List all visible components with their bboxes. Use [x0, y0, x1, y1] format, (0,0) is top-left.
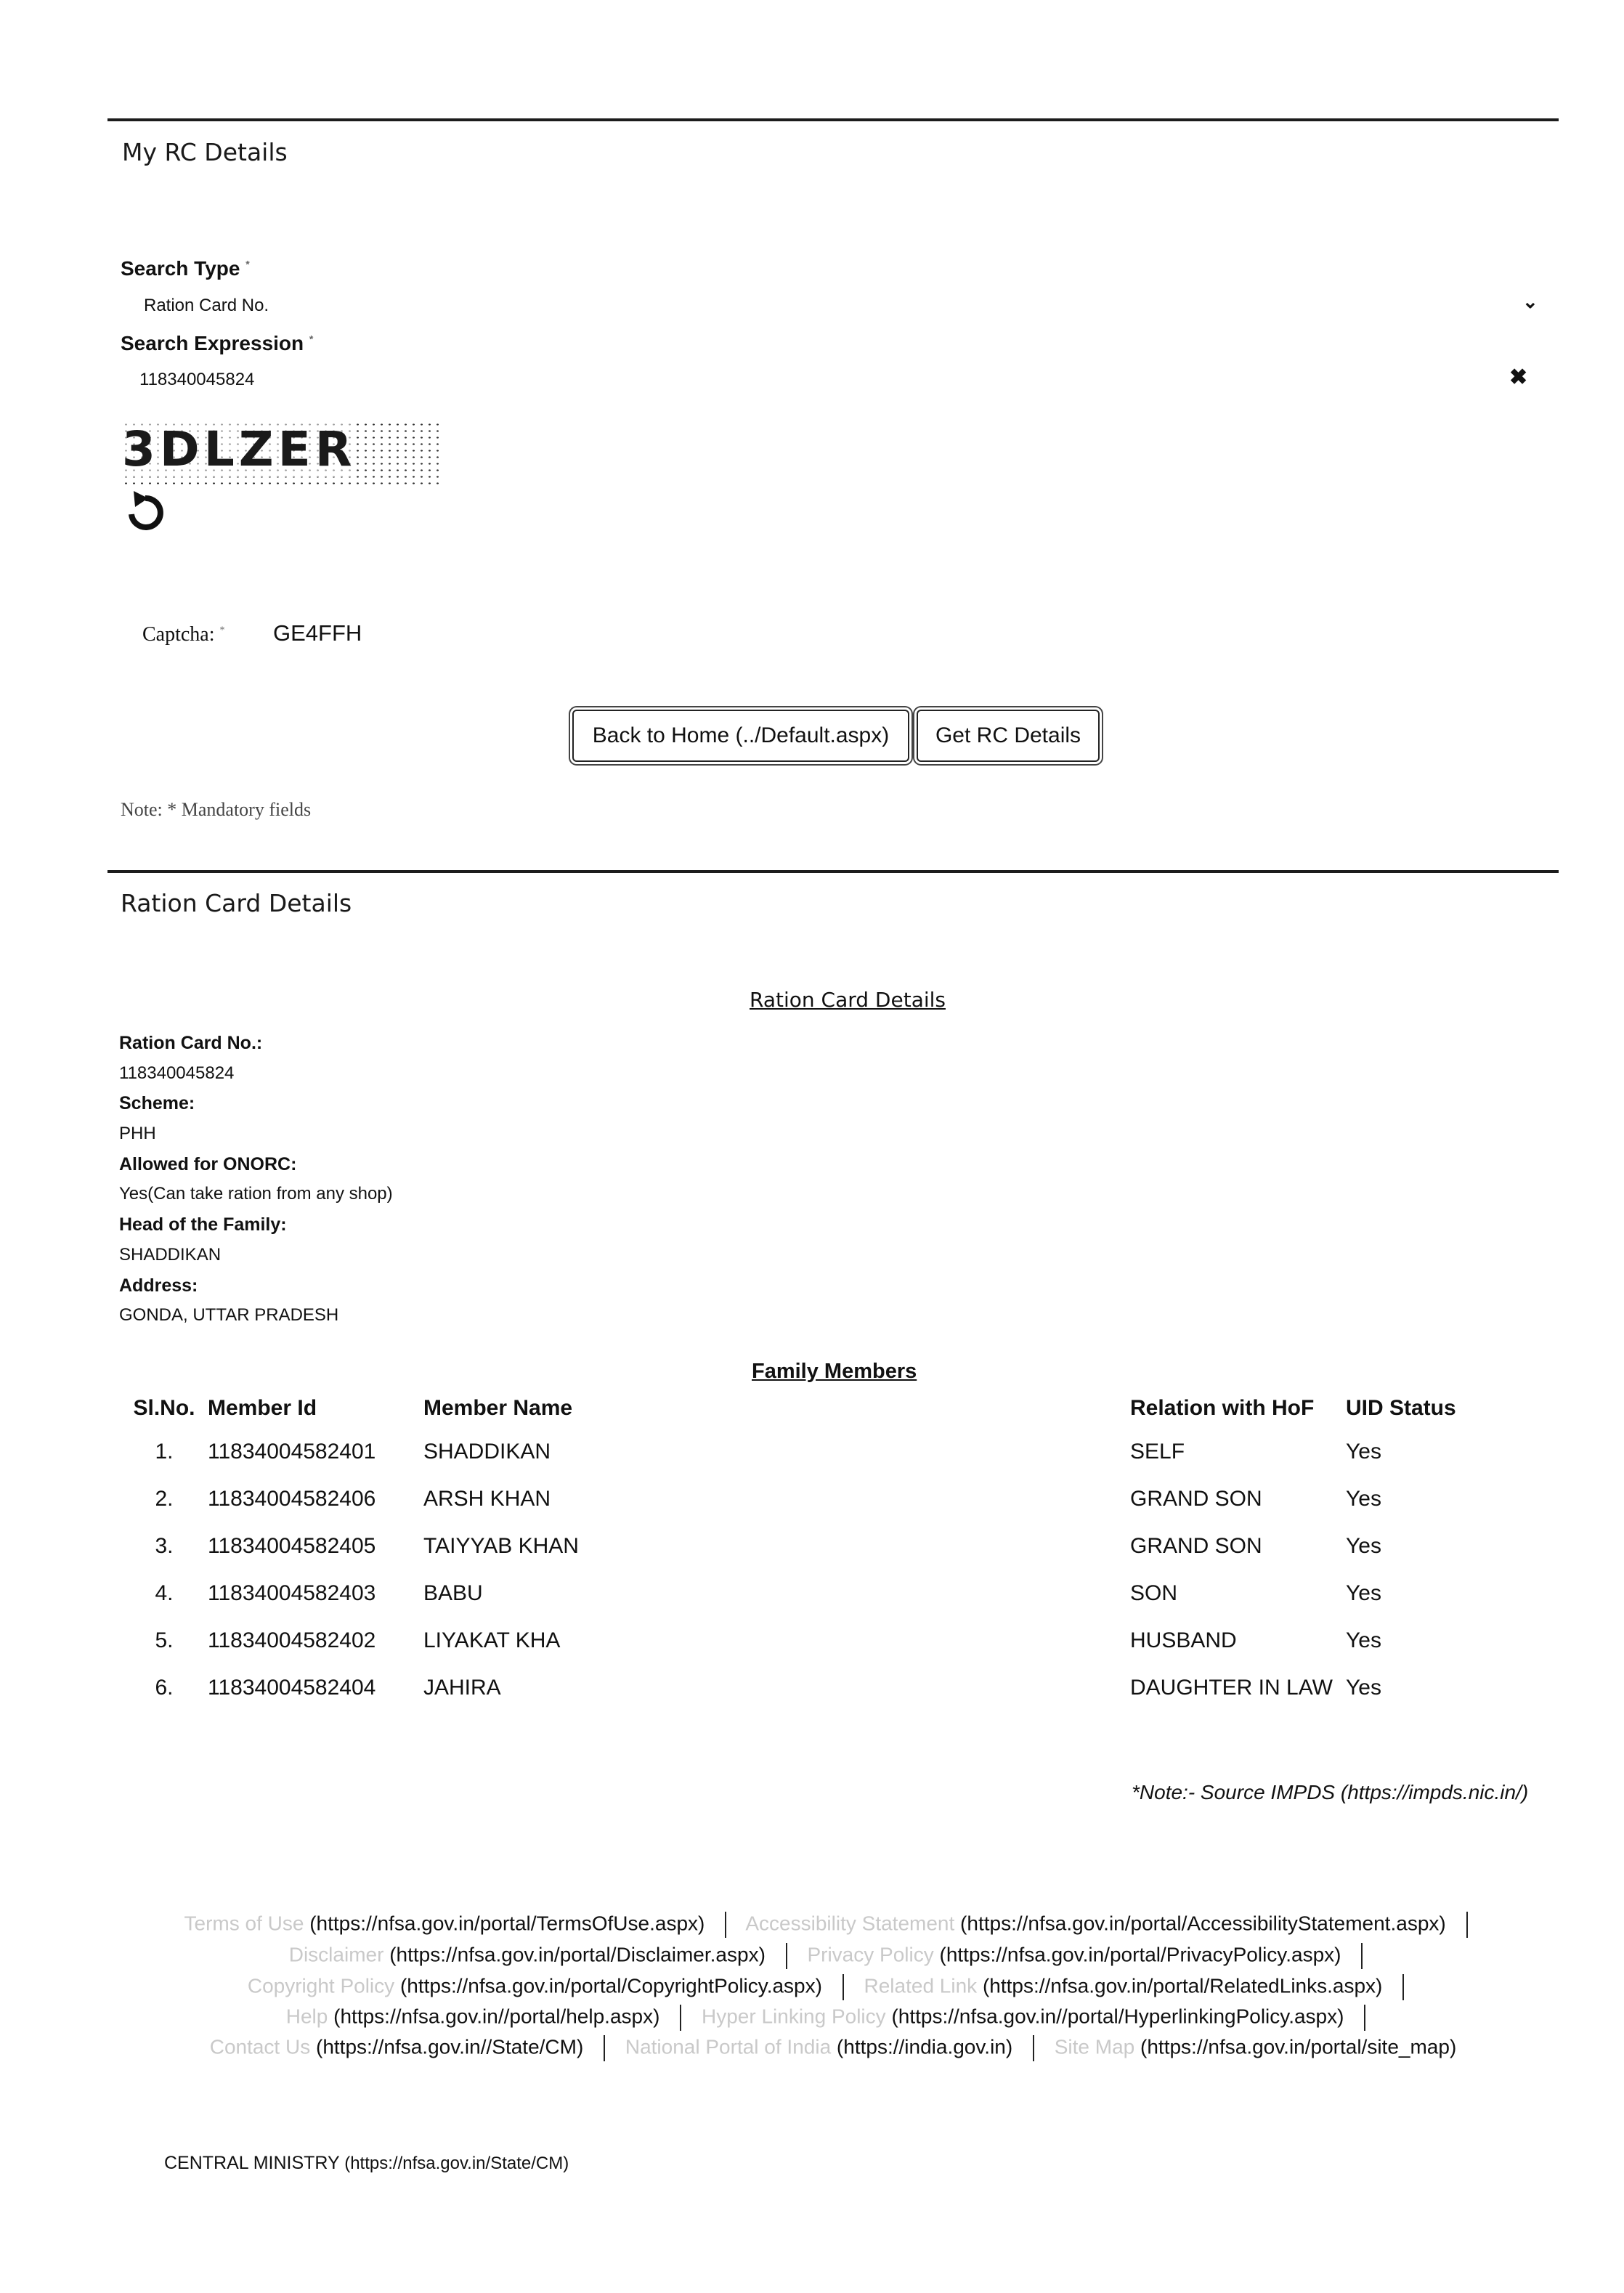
field-label: Ration Card No.:: [119, 1033, 263, 1053]
link-separator: [680, 2005, 681, 2031]
family-members-table: [121, 1386, 1491, 1714]
source-note: *Note:- Source IMPDS (https://impds.nic.in/): [1132, 1781, 1529, 1803]
rc-details-title: Ration Card Details: [121, 889, 352, 917]
footer-link-name[interactable]: National Portal of India: [625, 2035, 832, 2058]
link-separator: [1364, 2005, 1365, 2031]
column-header: Member Id: [208, 1396, 317, 1420]
cell-member-id: 11834004582406: [208, 1487, 376, 1511]
footer-link-url[interactable]: (https://nfsa.gov.in//State/CM): [316, 2035, 584, 2058]
cell-relation: GRAND SON: [1130, 1487, 1262, 1511]
cell-member-name: LIYAKAT KHA: [423, 1628, 561, 1652]
head-of-family-value: SHADDIKAN: [119, 1245, 222, 1265]
cell-sl-no: 2.: [155, 1487, 174, 1511]
back-to-home-button[interactable]: Back to Home (../Default.aspx): [572, 710, 909, 762]
footer-link-url[interactable]: (https://nfsa.gov.in/portal/CopyrightPolicy.aspx): [399, 1974, 822, 1997]
link-separator: [1466, 1912, 1468, 1938]
my-rc-title: My RC Details: [122, 138, 288, 166]
field-label: Address:: [119, 1275, 198, 1296]
footer-links-row-3: [107, 1974, 1559, 2000]
get-rc-details-button[interactable]: Get RC Details: [917, 710, 1100, 762]
cell-sl-no: 6.: [155, 1676, 174, 1700]
cell-member-name: BABU: [423, 1581, 483, 1605]
link-separator: [786, 1943, 787, 1969]
search-expression-label: Search Expression *: [121, 332, 314, 354]
family-members-title: Family Members: [752, 1360, 917, 1383]
captcha-input[interactable]: GE4FFH: [273, 620, 362, 646]
column-header: Member Name: [423, 1396, 573, 1420]
search-type-label: Search Type *: [121, 257, 250, 280]
footer-link-url[interactable]: (https://nfsa.gov.in//portal/HyperlinkingPolicy.aspx): [891, 2005, 1344, 2028]
address-value: GONDA, UTTAR PRADESH: [119, 1305, 339, 1325]
middle-divider: [107, 870, 1559, 873]
ration-card-no-value: 118340045824: [119, 1063, 235, 1083]
table-row: [121, 1431, 1491, 1478]
central-ministry-link[interactable]: [164, 2153, 569, 2174]
column-header: Sl.No.: [133, 1396, 195, 1420]
clear-icon[interactable]: ✖: [1509, 365, 1528, 389]
footer-link-url[interactable]: (https://nfsa.gov.in/portal/site_map): [1140, 2035, 1457, 2058]
footer-link-url[interactable]: (https://nfsa.gov.in/portal/Disclaimer.aspx): [389, 1943, 766, 1966]
footer-link-url[interactable]: (https://nfsa.gov.in/portal/PrivacyPolicy.aspx): [939, 1943, 1341, 1966]
cell-uid-status: Yes: [1346, 1581, 1381, 1605]
footer-link-name[interactable]: Help: [285, 2005, 328, 2028]
cell-member-id: 11834004582402: [208, 1628, 376, 1652]
cell-uid-status: Yes: [1346, 1676, 1381, 1700]
footer-link-name[interactable]: Privacy Policy: [807, 1943, 934, 1966]
footer-link-name[interactable]: Contact Us: [209, 2035, 311, 2058]
footer-link-name[interactable]: Terms of Use: [184, 1912, 304, 1935]
footer-link-url[interactable]: (https://nfsa.gov.in/portal/RelatedLinks.aspx): [982, 1974, 1383, 1997]
cell-uid-status: Yes: [1346, 1440, 1381, 1464]
link-separator: [1402, 1974, 1404, 2000]
cell-member-name: SHADDIKAN: [423, 1440, 551, 1464]
link-separator: [604, 2035, 605, 2061]
field-label: Head of the Family:: [119, 1214, 287, 1235]
link-separator: [1361, 1943, 1363, 1969]
cell-sl-no: 3.: [155, 1534, 174, 1558]
footer-links-row-5: [107, 2035, 1559, 2061]
cell-relation: SELF: [1130, 1440, 1185, 1464]
refresh-captcha-icon[interactable]: [123, 488, 167, 538]
table-row: [121, 1525, 1491, 1572]
ministry-url: (https://nfsa.gov.in/State/CM): [344, 2154, 569, 2173]
chevron-down-icon[interactable]: ⌄: [1522, 291, 1538, 312]
footer-link-url[interactable]: (https://nfsa.gov.in/portal/AccessibilityStatement.aspx): [960, 1912, 1446, 1935]
cell-member-name: TAIYYAB KHAN: [423, 1534, 579, 1558]
field-label: Allowed for ONORC:: [119, 1154, 297, 1174]
cell-member-name: JAHIRA: [423, 1676, 501, 1700]
link-separator: [1033, 2035, 1034, 2061]
footer-link-url[interactable]: (https://nfsa.gov.in//portal/help.aspx): [333, 2005, 660, 2028]
cell-sl-no: 4.: [155, 1581, 174, 1605]
footer-link-url[interactable]: (https://nfsa.gov.in/portal/TermsOfUse.aspx): [309, 1912, 705, 1935]
link-separator: [843, 1974, 844, 2000]
cell-member-name: ARSH KHAN: [423, 1487, 551, 1511]
cell-member-id: 11834004582405: [208, 1534, 376, 1558]
cell-sl-no: 1.: [155, 1440, 174, 1464]
cell-relation: SON: [1130, 1581, 1178, 1605]
footer-link-name[interactable]: Related Link: [864, 1974, 978, 1997]
captcha-label: Captcha: *: [142, 623, 225, 646]
column-header: UID Status: [1346, 1396, 1456, 1420]
footer-link-name[interactable]: Hyper Linking Policy: [701, 2005, 886, 2028]
cell-uid-status: Yes: [1346, 1534, 1381, 1558]
cell-uid-status: Yes: [1346, 1628, 1381, 1652]
cell-relation: GRAND SON: [1130, 1534, 1262, 1558]
footer-links-row-2: [107, 1943, 1559, 1969]
table-header-row: [121, 1386, 1491, 1431]
footer-link-name[interactable]: Accessibility Statement: [745, 1912, 955, 1935]
top-divider: [107, 118, 1559, 121]
cell-relation: DAUGHTER IN LAW: [1130, 1676, 1333, 1700]
ministry-label: CENTRAL MINISTRY: [164, 2153, 340, 2173]
search-type-select[interactable]: Ration Card No.: [144, 296, 269, 315]
table-row: [121, 1620, 1491, 1667]
table-row: [121, 1667, 1491, 1714]
cell-uid-status: Yes: [1346, 1487, 1381, 1511]
footer-link-name[interactable]: Site Map: [1054, 2035, 1135, 2058]
footer-link-name[interactable]: Copyright Policy: [247, 1974, 395, 1997]
table-row: [121, 1572, 1491, 1620]
footer-links-row-4: [107, 2005, 1559, 2031]
table-row: [121, 1478, 1491, 1525]
cell-member-id: 11834004582404: [208, 1676, 376, 1700]
mandatory-note: Note: * Mandatory fields: [121, 799, 312, 820]
cell-member-id: 11834004582403: [208, 1581, 376, 1605]
scheme-value: PHH: [119, 1124, 156, 1143]
captcha-image: 3DLZER: [122, 421, 439, 488]
cell-sl-no: 5.: [155, 1628, 174, 1652]
column-header: Relation with HoF: [1130, 1396, 1315, 1420]
footer-links-row-1: [107, 1912, 1559, 1938]
rc-details-subtitle: Ration Card Details: [750, 988, 946, 1012]
field-label: Scheme:: [119, 1093, 195, 1113]
link-separator: [725, 1912, 726, 1938]
cell-relation: HUSBAND: [1130, 1628, 1237, 1652]
footer-link-name[interactable]: Disclaimer: [288, 1943, 384, 1966]
onorc-value: Yes(Can take ration from any shop): [119, 1184, 393, 1204]
search-expression-input[interactable]: 118340045824: [139, 370, 255, 389]
footer-link-url[interactable]: (https://india.gov.in): [836, 2035, 1013, 2058]
cell-member-id: 11834004582401: [208, 1440, 376, 1464]
